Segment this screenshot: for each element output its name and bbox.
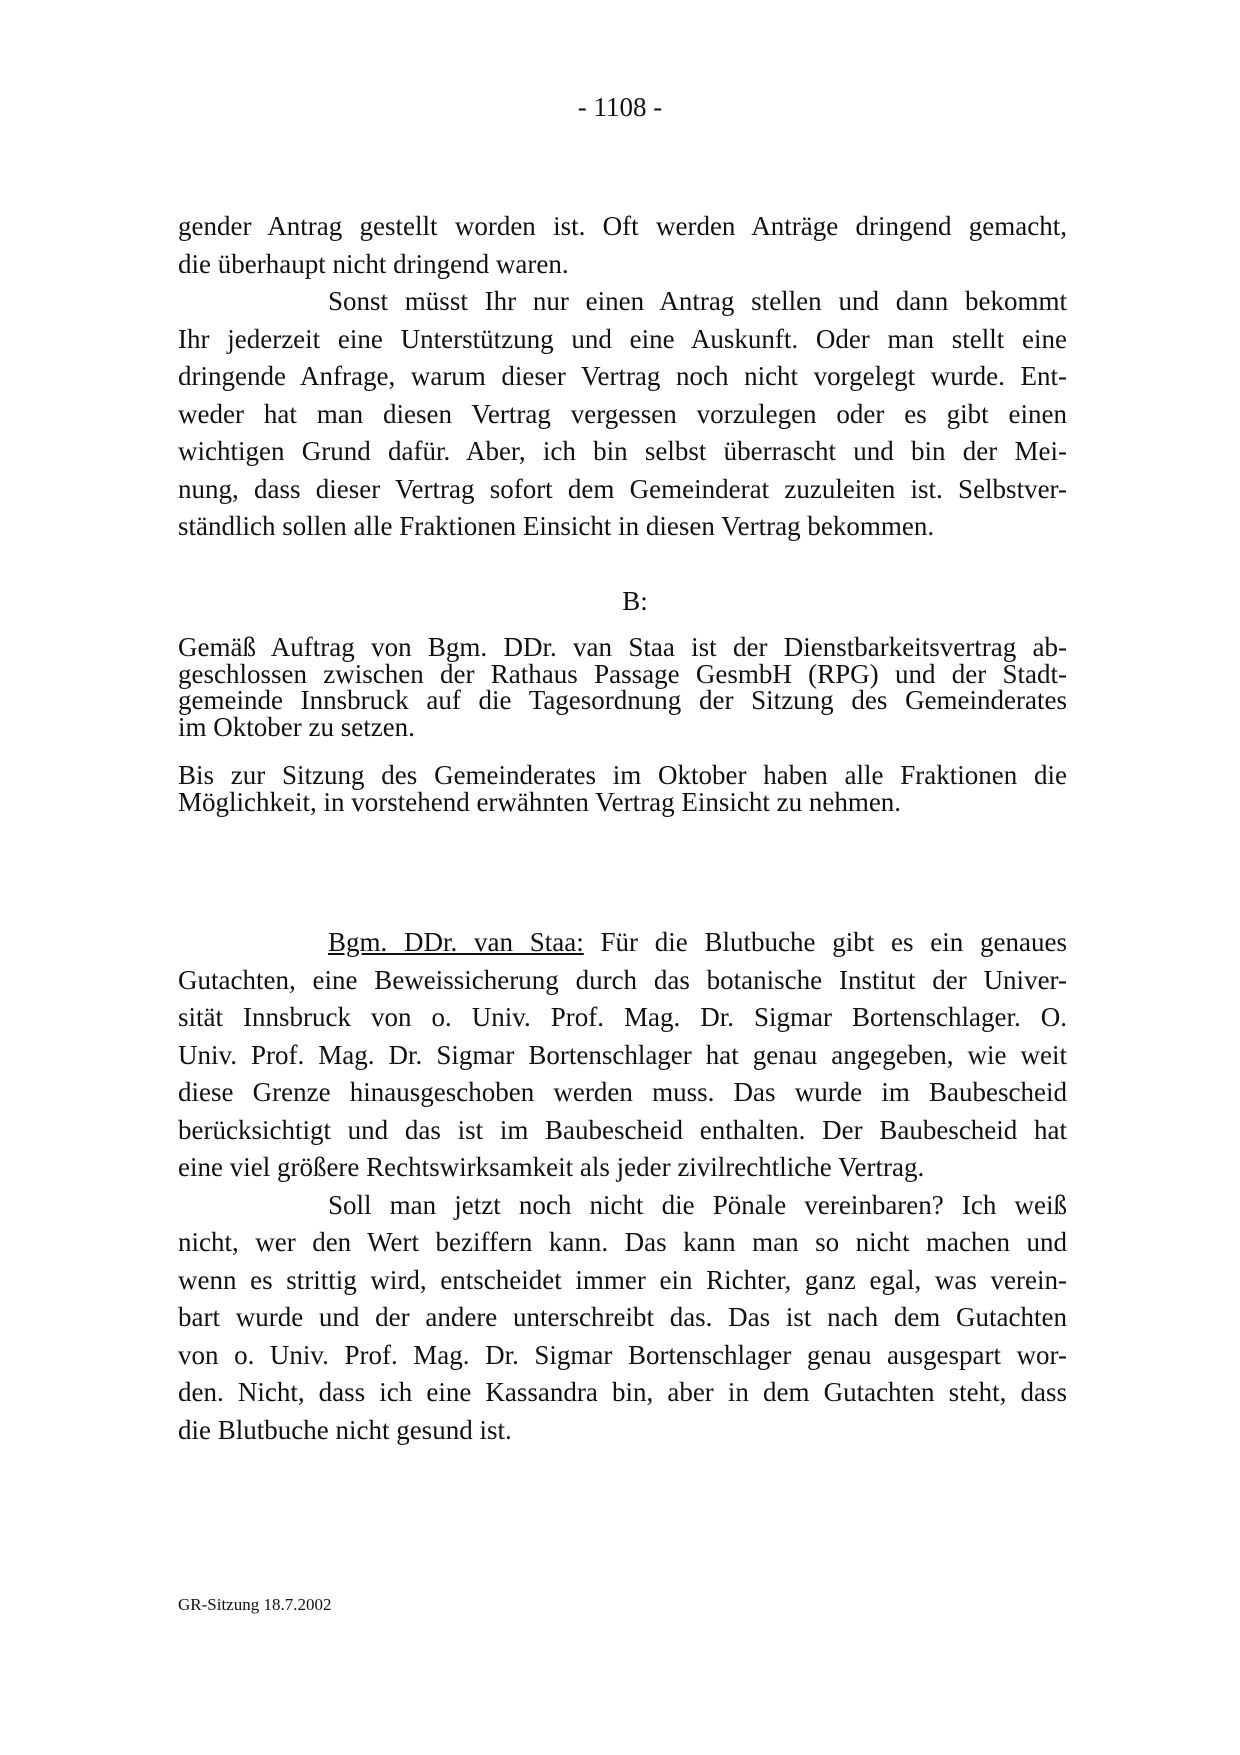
speaker-name: Bgm. DDr. van Staa:: [328, 927, 584, 957]
text-line: von o. Univ. Prof. Mag. Dr. Sigmar Bortenschlager genau ausgespart wor-: [178, 1339, 1067, 1370]
text-line: Gemäß Auftrag von Bgm. DDr. van Staa ist der Dienstbarkeitsvertrag ab-: [178, 632, 1067, 662]
footer-session-date: GR-Sitzung 18.7.2002: [178, 1595, 332, 1614]
mayor-statement: [178, 924, 1067, 1449]
paragraph-continuation: [178, 208, 1067, 546]
text-line: eine viel größere Rechtswirksamkeit als jeder zivilrechtliche Vertrag.: [178, 1152, 925, 1182]
text-line: gemeinde Innsbruck auf die Tagesordnung der Sitzung des Gemeinderates: [178, 685, 1067, 715]
text-line: nung, dass dieser Vertrag sofort dem Gemeinderat zuzuleiten ist. Selbstver-: [178, 473, 1067, 504]
text-line: dringende Anfrage, warum dieser Vertrag noch nicht vorgelegt wurde. Ent-: [178, 361, 1067, 391]
text-line: Bis zur Sitzung des Gemeinderates im Oktober haben alle Fraktionen die: [178, 760, 1067, 790]
text-line: den. Nicht, dass ich eine Kassandra bin, aber in dem Gutachten steht, dass: [178, 1377, 1067, 1407]
text-line: wenn es strittig wird, entscheidet immer ein Richter, ganz egal, was verein-: [178, 1264, 1067, 1295]
text-line: Sonst müsst Ihr nur einen Antrag stellen und dann bekommt: [328, 286, 1067, 316]
resolution-heading: B:: [622, 586, 648, 616]
text-line: berücksichtigt und das ist im Baubescheid enthalten. Der Baubescheid hat: [178, 1114, 1067, 1145]
text-line: die Blutbuche nicht gesund ist.: [178, 1414, 512, 1445]
text-line: Univ. Prof. Mag. Dr. Sigmar Bortenschlager hat genau angegeben, wie weit: [178, 1039, 1067, 1070]
text-line: gender Antrag gestellt worden ist. Oft werden Anträge dringend gemacht,: [178, 211, 1067, 241]
text-line: [178, 924, 1067, 962]
text-line: die überhaupt nicht dringend waren.: [178, 248, 569, 279]
resolution-paragraph-2: [178, 762, 1067, 815]
text-line: geschlossen zwischen der Rathaus Passage GesmbH (RPG) und der Stadt-: [178, 658, 1067, 689]
page-number: - 1108 -: [577, 92, 663, 122]
resolution-paragraph: [178, 634, 1067, 740]
text-line: sität Innsbruck von o. Univ. Prof. Mag. Dr. Sigmar Bortenschlager. O.: [178, 1002, 1067, 1032]
text-line: bart wurde und der andere unterschreibt das. Das ist nach dem Gutachten: [178, 1302, 1067, 1332]
text-line: Möglichkeit, in vorstehend erwähnten Vertrag Einsicht zu nehmen.: [178, 786, 902, 817]
text-line: im Oktober zu setzen.: [178, 711, 415, 742]
text-line: Soll man jetzt noch nicht die Pönale vereinbaren? Ich weiß: [328, 1189, 1067, 1220]
statement-first-line: Für die Blutbuche gibt es ein genaues: [583, 927, 1067, 957]
text-line: Gutachten, eine Beweissicherung durch das botanische Institut der Univer-: [178, 964, 1067, 995]
text-line: ständlich sollen alle Fraktionen Einsicht in diesen Vertrag bekommen.: [178, 511, 935, 541]
text-line: Ihr jederzeit eine Unterstützung und eine Auskunft. Oder man stellt eine: [178, 323, 1067, 354]
text-line: weder hat man diesen Vertrag vergessen vorzulegen oder es gibt einen: [178, 398, 1067, 429]
text-line: diese Grenze hinausgeschoben werden muss. Das wurde im Baubescheid: [178, 1077, 1067, 1107]
text-line: nicht, wer den Wert beziffern kann. Das kann man so nicht machen und: [178, 1227, 1067, 1257]
text-line: wichtigen Grund dafür. Aber, ich bin selbst überrascht und bin der Mei-: [178, 436, 1067, 466]
